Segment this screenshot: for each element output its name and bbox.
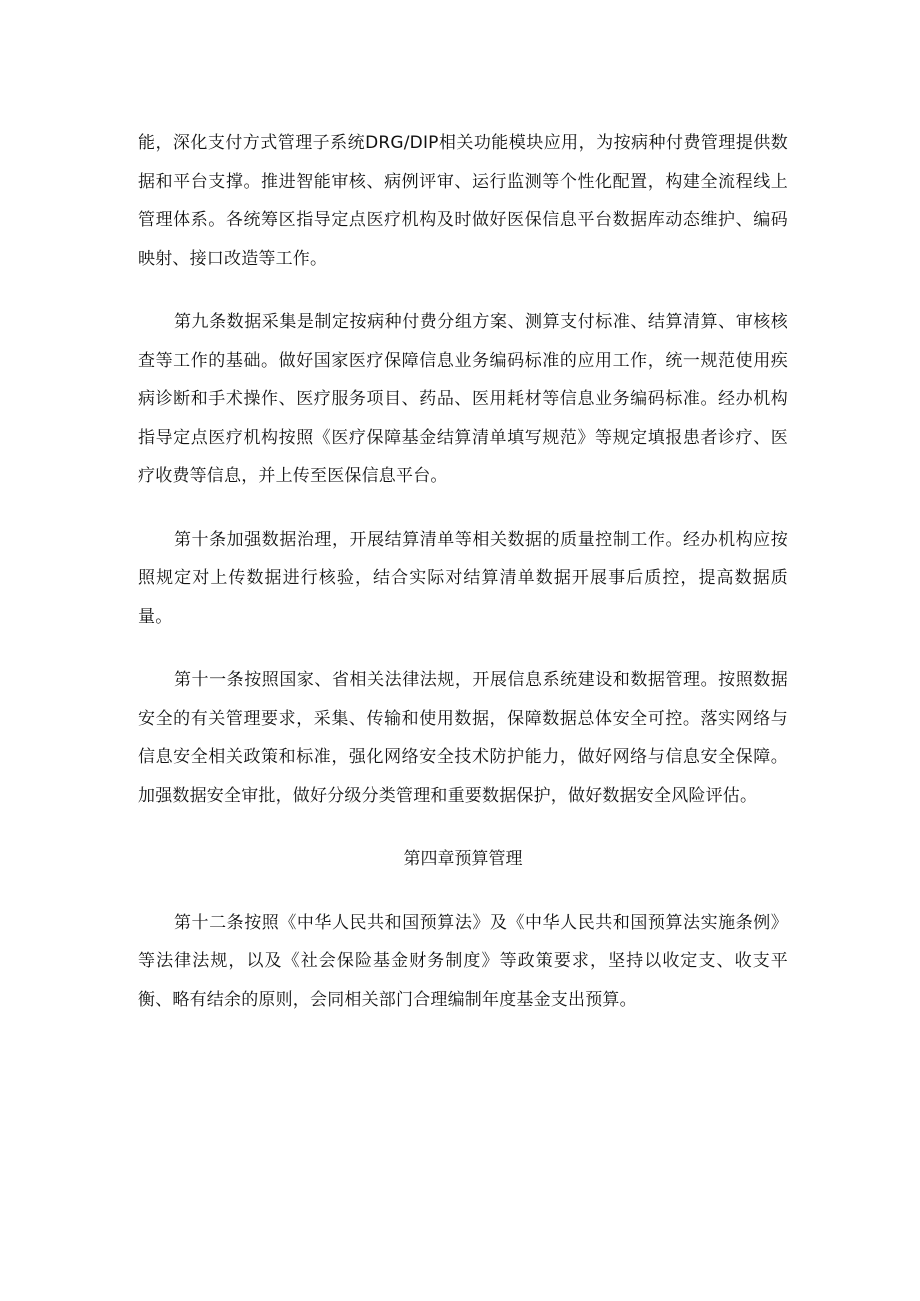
article-12-paragraph: 第十二条按照《中华人民共和国预算法》及《中华人民共和国预算法实施条例》等法律法规，以及《社会保险基金财务制度》等政策要求，坚持以收定支、收支平衡、略有结余的原则，会同相关部门合理编制年度基金支出预算。 [138, 912, 788, 1010]
paragraph-continuation: 能，深化支付方式管理子系统DRG/DIP相关功能模块应用，为按病种付费管理提供数据和平台支撑。推进智能审核、病例评审、运行监测等个性化配置，构建全流程线上管理体系。各统筹区指导定点医疗机构及时做好医保信息平台数据库动态维护、编码映射、接口改造等工作。 [138, 133, 788, 269]
article-11-paragraph: 第十一条按照国家、省相关法律法规，开展信息系统建设和数据管理。按照数据安全的有关管理要求，采集、传输和使用数据，保障数据总体安全可控。落实网络与信息安全相关政策和标准，强化网络安全技术防护能力，做好网络与信息安全保障。加强数据安全审批，做好分级分类管理和重要数据保护，做好数据安全风险评估。 [138, 670, 788, 806]
document-body [138, 124, 788, 1044]
chapter-title: 第四章预算管理 [403, 849, 523, 869]
article-9-paragraph: 第九条数据采集是制定按病种付费分组方案、测算支付标准、结算清算、审核核查等工作的基础。做好国家医疗保障信息业务编码标准的应用工作，统一规范使用疾病诊断和手术操作、医疗服务项目、药品、医用耗材等信息业务编码标准。经办机构指导定点医疗机构按照《医疗保障基金结算清单填写规范》等规定填报患者诊疗、医疗收费等信息，并上传至医保信息平台。 [138, 312, 788, 486]
article-10-paragraph: 第十条加强数据治理，开展结算清单等相关数据的质量控制工作。经办机构应按照规定对上传数据进行核验，结合实际对结算清单数据开展事后质控，提高数据质量。 [138, 529, 788, 627]
